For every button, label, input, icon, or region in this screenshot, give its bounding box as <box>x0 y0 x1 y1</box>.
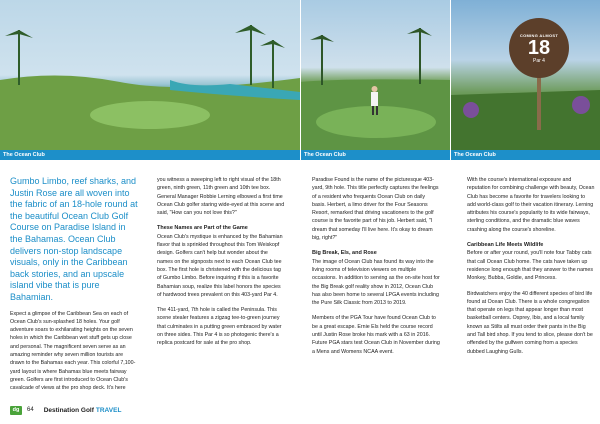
section-heading: Big Break, Els, and Rose <box>312 250 377 257</box>
magazine-title: Destination Golf <box>43 406 94 414</box>
page-number: 64 <box>27 407 34 413</box>
golfer-scene-graphic <box>301 0 450 150</box>
body-paragraph: Birdwatchers enjoy the 40 different species of bird life found at Ocean Club. There is a whole congregation that operate on legs that appear longer than most basketball centers. Osprey, Ibis, and a local family known as Stilts all must order their pants in the Big and Tall bird shop. If you tend to slice, please don't be offended by the gulfwen coming from a species dubbed Laughing Gulls. <box>467 290 593 355</box>
body-paragraph: Ocean Club's mystique is enhanced by the Bahamian flavor that is sprinkled throughout this Tom Weiskopf design. Golfers can't help but wonder about the names on the signposts next to each Ocean Club tee box. The first hole is christened with the delicious tag of Gumbo Limbo. Before inquiring if this is a favorite Bahamian soup, realize this label honors the species of hardwood trees prevalent on this 403-yard Par 4. <box>157 233 283 298</box>
article-column-2 <box>157 176 285 355</box>
body-paragraph: The 411-yard, 7th hole is called the Peninsula. This scene stealer features a zigzag tee-to-green journey that culminates in a putting green embraced by water on three sides. This Par 4 is so photogenic there's a replica postcard for sale at the pro shop. <box>157 307 282 347</box>
photo-hole-18-sign <box>451 0 600 150</box>
photo-strip <box>0 0 600 160</box>
section-heading: Caribbean Life Meets Wildlife <box>467 242 544 249</box>
hole-sign <box>509 18 569 78</box>
body-paragraph: With the course's international exposure and reputation for combining challenge with beauty, Ocean Club has become a favorite for travelers looking to add world-class golf to their vacation itinerary. Lerning attributes his course's popularity to its wide fairways, sterling conditions, and the dramatic blue waves crashing along the course's shoreline. <box>467 177 595 233</box>
course-scene-graphic <box>0 0 300 150</box>
magazine-section: TRAVEL <box>95 406 122 414</box>
sign-hole-number: 18 <box>527 36 551 59</box>
photo-caption: The Ocean Club <box>301 150 450 160</box>
article-column-3 <box>312 176 440 363</box>
article-column-4 <box>467 176 595 363</box>
page-footer <box>10 404 121 416</box>
magazine-logo: dg <box>10 406 22 415</box>
sign-tag: COMING ALMOST <box>519 32 559 38</box>
article-column-1 <box>10 176 138 400</box>
body-paragraph: The image of Ocean Club has found its way into the living rooms of television viewers on multiple occasions. In addition to serving as the on-site host for the Big Break golf reality show in 2012, Ocean Club has also been home to several LPGA events including the Pure Silk Classic from 2013 to 2019. <box>312 258 440 307</box>
body-paragraph: Paradise Found is the name of the picturesque 403-yard, 9th hole. This title perfectly captures the feelings of a resident who frequents Ocean Club on daily basis. Herbert, a limo driver for the Four Seasons Resort, remarked that driving vacationers to the golf course is the favorite part of his job. Herbert said, "I dream that someday I'll live here. It's okay to dream big, right?" <box>312 177 439 242</box>
body-paragraph: you witness a sweeping left to right visual of the 18th green, ninth green, 11th green and 10th tee box. General Manager Robbie Lerning elbowed a first time Ocean Club golfer staring wide-eyed at this scene and said, "How can you not love this?" <box>157 177 285 217</box>
photo-caption: The Ocean Club <box>0 150 300 160</box>
sign-par: Par 4 <box>533 57 545 64</box>
body-paragraph: Members of the PGA Tour have found Ocean Club to be a great escape. Ernie Els held the course record until Justin Rose broke his mark with a 63 in 2016. Future PGA stars test Ocean Club in November during a Mens and Womens NCAA event. <box>312 315 440 355</box>
section-heading: These Names are Part of the Game <box>157 225 248 232</box>
photo-caption: The Ocean Club <box>451 150 600 160</box>
lede-paragraph: Gumbo Limbo, reef sharks, and Justin Rose are all woven into the fabric of an 18-hole round at the beautiful Ocean Club Golf Course on Paradise Island in the Bahamas. Ocean Club delivers non-stop landscape visuals, only in the Caribbean back stories, and an upscale island vibe that is pure Bahamian. <box>10 176 138 302</box>
body-paragraph: Expect a glimpse of the Caribbean Sea on each of Ocean Club's sun-splashed 18 holes. Your golf adventure soars to exhilarating heights on the seven holes in which the Caribbean wet stuff gets up close and personal. The magnificent seven serve as an amazing reminder why seven million tourists are drawn to the Bahamas each year. This colorful 7,100-yard layout is where Bahamas blue meets fairway green. Golfers are first introduced to Ocean Club's cavalcade of views at the pro shop deck. It's here <box>10 310 136 392</box>
body-paragraph: Before or after your round, you'll note four Tabby cats that call Ocean Club home. The cats have taken up residence long enough that they answer to the names Monkey, Bubba, Goldie, and Princess. <box>467 250 594 282</box>
photo-golfer-putting <box>301 0 450 150</box>
photo-ocean-club-course <box>0 0 300 150</box>
